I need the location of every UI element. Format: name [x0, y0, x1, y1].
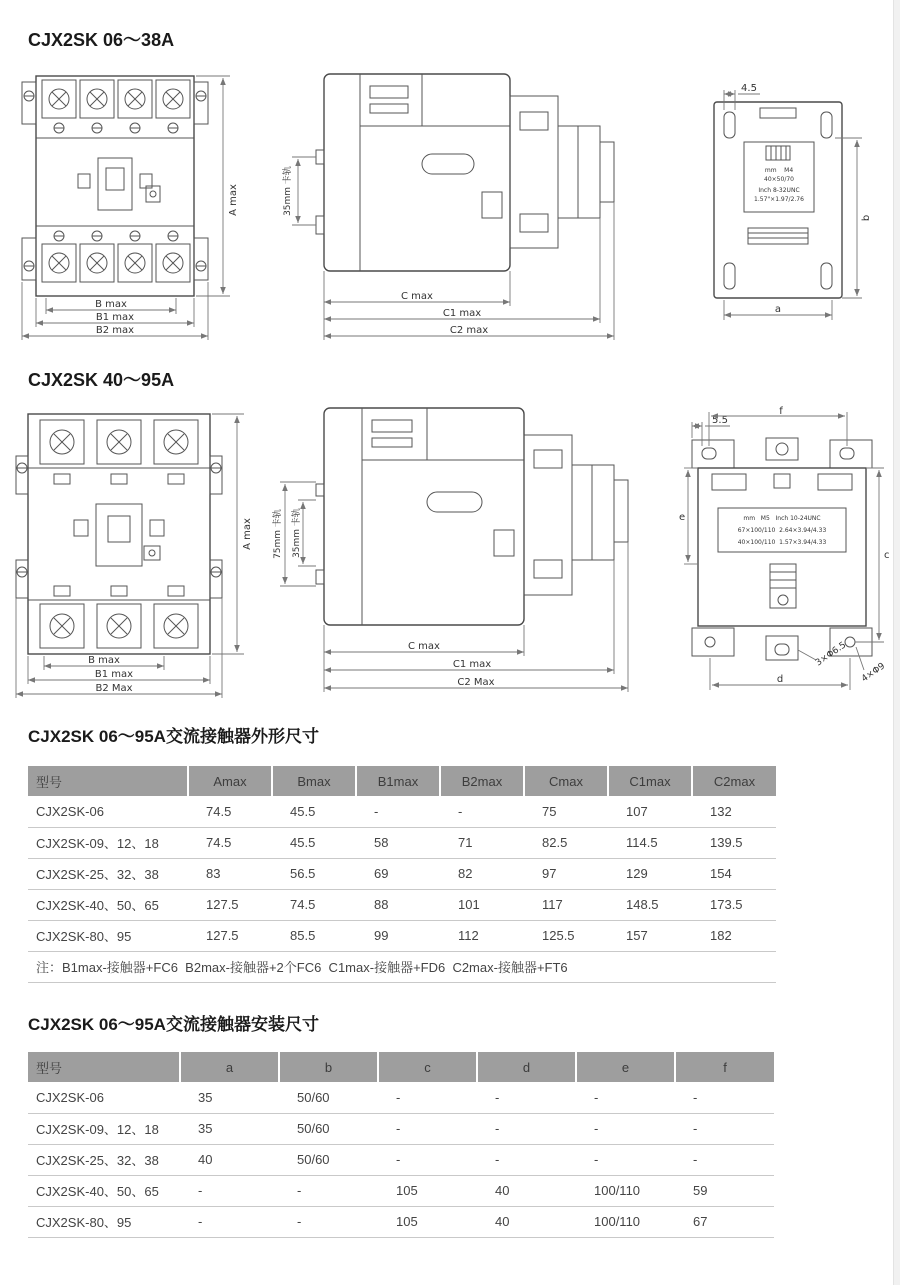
hole-label-large: 4×Φ9 [859, 661, 888, 685]
table-cell: 112 [440, 920, 524, 951]
table-cell: 139.5 [692, 827, 776, 858]
model-cell: CJX2SK-80、95 [28, 1206, 180, 1237]
table-note-row [28, 951, 776, 982]
table-cell: 82 [440, 858, 524, 889]
column-header: 型号 [28, 766, 188, 796]
table-cell: 105 [378, 1175, 477, 1206]
column-header: B1max [356, 766, 440, 796]
table-row [28, 827, 776, 858]
table-cell: - [378, 1113, 477, 1144]
hole-label-small: 3×Φ6.5 [813, 640, 849, 669]
table-cell: - [477, 1113, 576, 1144]
model-cell: CJX2SK-40、50、65 [28, 889, 188, 920]
table-cell: 40 [477, 1206, 576, 1237]
dim-label-c1-max: C1 max [442, 308, 482, 319]
model-cell: CJX2SK-25、32、38 [28, 1144, 180, 1175]
heading-mount-table: CJX2SK 06～95A交流接触器安装尺寸 [28, 1015, 319, 1034]
table-cell: - [279, 1206, 378, 1237]
table-cell: - [576, 1113, 675, 1144]
table-cell: 100/110 [576, 1206, 675, 1237]
table-header-row [28, 766, 776, 796]
screw-spec-line1: mm M4 [764, 167, 794, 174]
model-cell: CJX2SK-80、95 [28, 920, 188, 951]
front-view-small-drawing [18, 66, 268, 344]
table-cell: 125.5 [524, 920, 608, 951]
heading-dim-table: CJX2SK 06～95A交流接触器外形尺寸 [28, 727, 319, 746]
table-row [28, 858, 776, 889]
table-row [28, 1113, 774, 1144]
table-cell: 59 [675, 1175, 774, 1206]
table-cell: 132 [692, 796, 776, 827]
table-cell: 45.5 [272, 796, 356, 827]
table-row [28, 1144, 774, 1175]
table-cell: - [356, 796, 440, 827]
table-cell: - [180, 1206, 279, 1237]
column-header: b [279, 1052, 378, 1082]
table-cell: 85.5 [272, 920, 356, 951]
screw-spec-line4: 1.57"×1.97/2.76 [754, 196, 804, 203]
table-cell: - [279, 1175, 378, 1206]
table-cell: 40 [477, 1175, 576, 1206]
dim-label-a-max: A max [228, 184, 239, 216]
column-header: C1max [608, 766, 692, 796]
table-cell: - [675, 1144, 774, 1175]
dim-label-b: b [861, 214, 872, 222]
dim-label-b-max: B max [88, 655, 120, 666]
table-cell: 50/60 [279, 1113, 378, 1144]
dim-label-d: d [776, 674, 784, 685]
table-cell: 50/60 [279, 1144, 378, 1175]
model-cell: CJX2SK-06 [28, 1082, 180, 1113]
column-header: Cmax [524, 766, 608, 796]
table-row [28, 1175, 774, 1206]
table-cell: 67 [675, 1206, 774, 1237]
model-cell: CJX2SK-09、12、18 [28, 827, 188, 858]
table-cell: 154 [692, 858, 776, 889]
dim-label-c2-max: C2 Max [457, 677, 495, 688]
dim-label-b1-max: B1 max [94, 669, 134, 680]
dim-label-rail-75: 75mm 卡轨 [273, 509, 283, 559]
table-cell: 100/110 [576, 1175, 675, 1206]
dim-label-b1-max: B1 max [95, 312, 135, 323]
table-cell: - [180, 1175, 279, 1206]
table-cell: - [675, 1113, 774, 1144]
table-row [28, 1206, 774, 1237]
table-row [28, 920, 776, 951]
side-view-small-drawing [272, 64, 667, 346]
table-cell: - [477, 1144, 576, 1175]
table-cell: 40 [180, 1144, 279, 1175]
table-cell: 75 [524, 796, 608, 827]
model-cell: CJX2SK-40、50、65 [28, 1175, 180, 1206]
table-cell: 127.5 [188, 920, 272, 951]
table-cell: 71 [440, 827, 524, 858]
table-cell: 45.5 [272, 827, 356, 858]
table-cell: 58 [356, 827, 440, 858]
table-cell: 148.5 [608, 889, 692, 920]
mount-view-large-drawing [678, 404, 893, 699]
dim-label-c1-max: C1 max [452, 659, 492, 670]
table-cell: 82.5 [524, 827, 608, 858]
table-cell: 114.5 [608, 827, 692, 858]
table-header-row [28, 1052, 774, 1082]
table-cell: 83 [188, 858, 272, 889]
table-cell: 35 [180, 1082, 279, 1113]
dim-label-rail-35: 35mm 卡轨 [283, 166, 293, 216]
table-cell: - [378, 1082, 477, 1113]
screw-spec-line2: 40×50/70 [764, 176, 794, 183]
dim-label-a: a [774, 304, 782, 315]
column-header: c [378, 1052, 477, 1082]
model-cell: CJX2SK-09、12、18 [28, 1113, 180, 1144]
dim-label-5-5: 5.5 [712, 415, 728, 426]
table-cell: 74.5 [188, 827, 272, 858]
dim-label-e: e [679, 512, 686, 523]
table-cell: 97 [524, 858, 608, 889]
screw-spec-line2: 67×100/110 2.64×3.94/4.33 [737, 527, 827, 534]
table-cell: 74.5 [188, 796, 272, 827]
column-header: d [477, 1052, 576, 1082]
screw-spec-line1: mm M5 Inch 10-24UNC [743, 515, 821, 522]
table-cell: 117 [524, 889, 608, 920]
screw-spec-line3: 40×100/110 1.57×3.94/4.33 [737, 539, 827, 546]
dim-label-f: f [779, 406, 783, 417]
dim-label-b2-max: B2 Max [95, 683, 133, 694]
table-cell: 69 [356, 858, 440, 889]
column-header: B2max [440, 766, 524, 796]
model-cell: CJX2SK-06 [28, 796, 188, 827]
table-cell: - [576, 1082, 675, 1113]
mounting-table [28, 1052, 774, 1238]
table-cell: 88 [356, 889, 440, 920]
table-cell: 101 [440, 889, 524, 920]
heading-model-small: CJX2SK 06～38A [28, 30, 175, 50]
column-header: 型号 [28, 1052, 180, 1082]
table-cell: 157 [608, 920, 692, 951]
dim-label-c2-max: C2 max [449, 325, 489, 336]
column-header: e [576, 1052, 675, 1082]
table-cell: - [378, 1144, 477, 1175]
dim-label-4-5: 4.5 [741, 83, 757, 94]
table-cell: 127.5 [188, 889, 272, 920]
table-cell: 105 [378, 1206, 477, 1237]
table-cell: 50/60 [279, 1082, 378, 1113]
table-cell: - [576, 1144, 675, 1175]
table-cell: 129 [608, 858, 692, 889]
mount-view-small-drawing [700, 78, 872, 328]
dimension-table [28, 766, 776, 983]
table-cell: 56.5 [272, 858, 356, 889]
table-cell: 107 [608, 796, 692, 827]
dim-label-b-max: B max [95, 299, 127, 310]
column-header: Bmax [272, 766, 356, 796]
screw-spec-line3: Inch 8-32UNC [758, 187, 800, 194]
table-row [28, 796, 776, 827]
column-header: C2max [692, 766, 776, 796]
table-cell: - [477, 1082, 576, 1113]
table-cell: 74.5 [272, 889, 356, 920]
table-cell: 173.5 [692, 889, 776, 920]
table-cell: - [440, 796, 524, 827]
column-header: a [180, 1052, 279, 1082]
front-view-large-drawing [14, 400, 269, 700]
table-cell: 182 [692, 920, 776, 951]
table-row [28, 889, 776, 920]
dim-label-c: c [884, 550, 890, 561]
column-header: f [675, 1052, 774, 1082]
table-cell: 35 [180, 1113, 279, 1144]
dim-label-c-max: C max [408, 641, 440, 652]
table-cell: - [675, 1082, 774, 1113]
dim-label-rail-35: 35mm 卡轨 [292, 508, 302, 558]
dim-label-c-max: C max [401, 291, 433, 302]
table-note: 注：B1max-接触器+FC6 B2max-接触器+2个FC6 C1max-接触器+FD6 C2max-接触器+FT6 [28, 951, 776, 982]
model-cell: CJX2SK-25、32、38 [28, 858, 188, 889]
side-view-large-drawing [272, 400, 677, 700]
scrollbar[interactable] [893, 0, 900, 1285]
dim-label-a-max: A max [242, 518, 253, 550]
column-header: Amax [188, 766, 272, 796]
table-row [28, 1082, 774, 1113]
dim-label-b2-max: B2 max [95, 325, 135, 336]
heading-model-large: CJX2SK 40～95A [28, 370, 175, 390]
table-cell: 99 [356, 920, 440, 951]
